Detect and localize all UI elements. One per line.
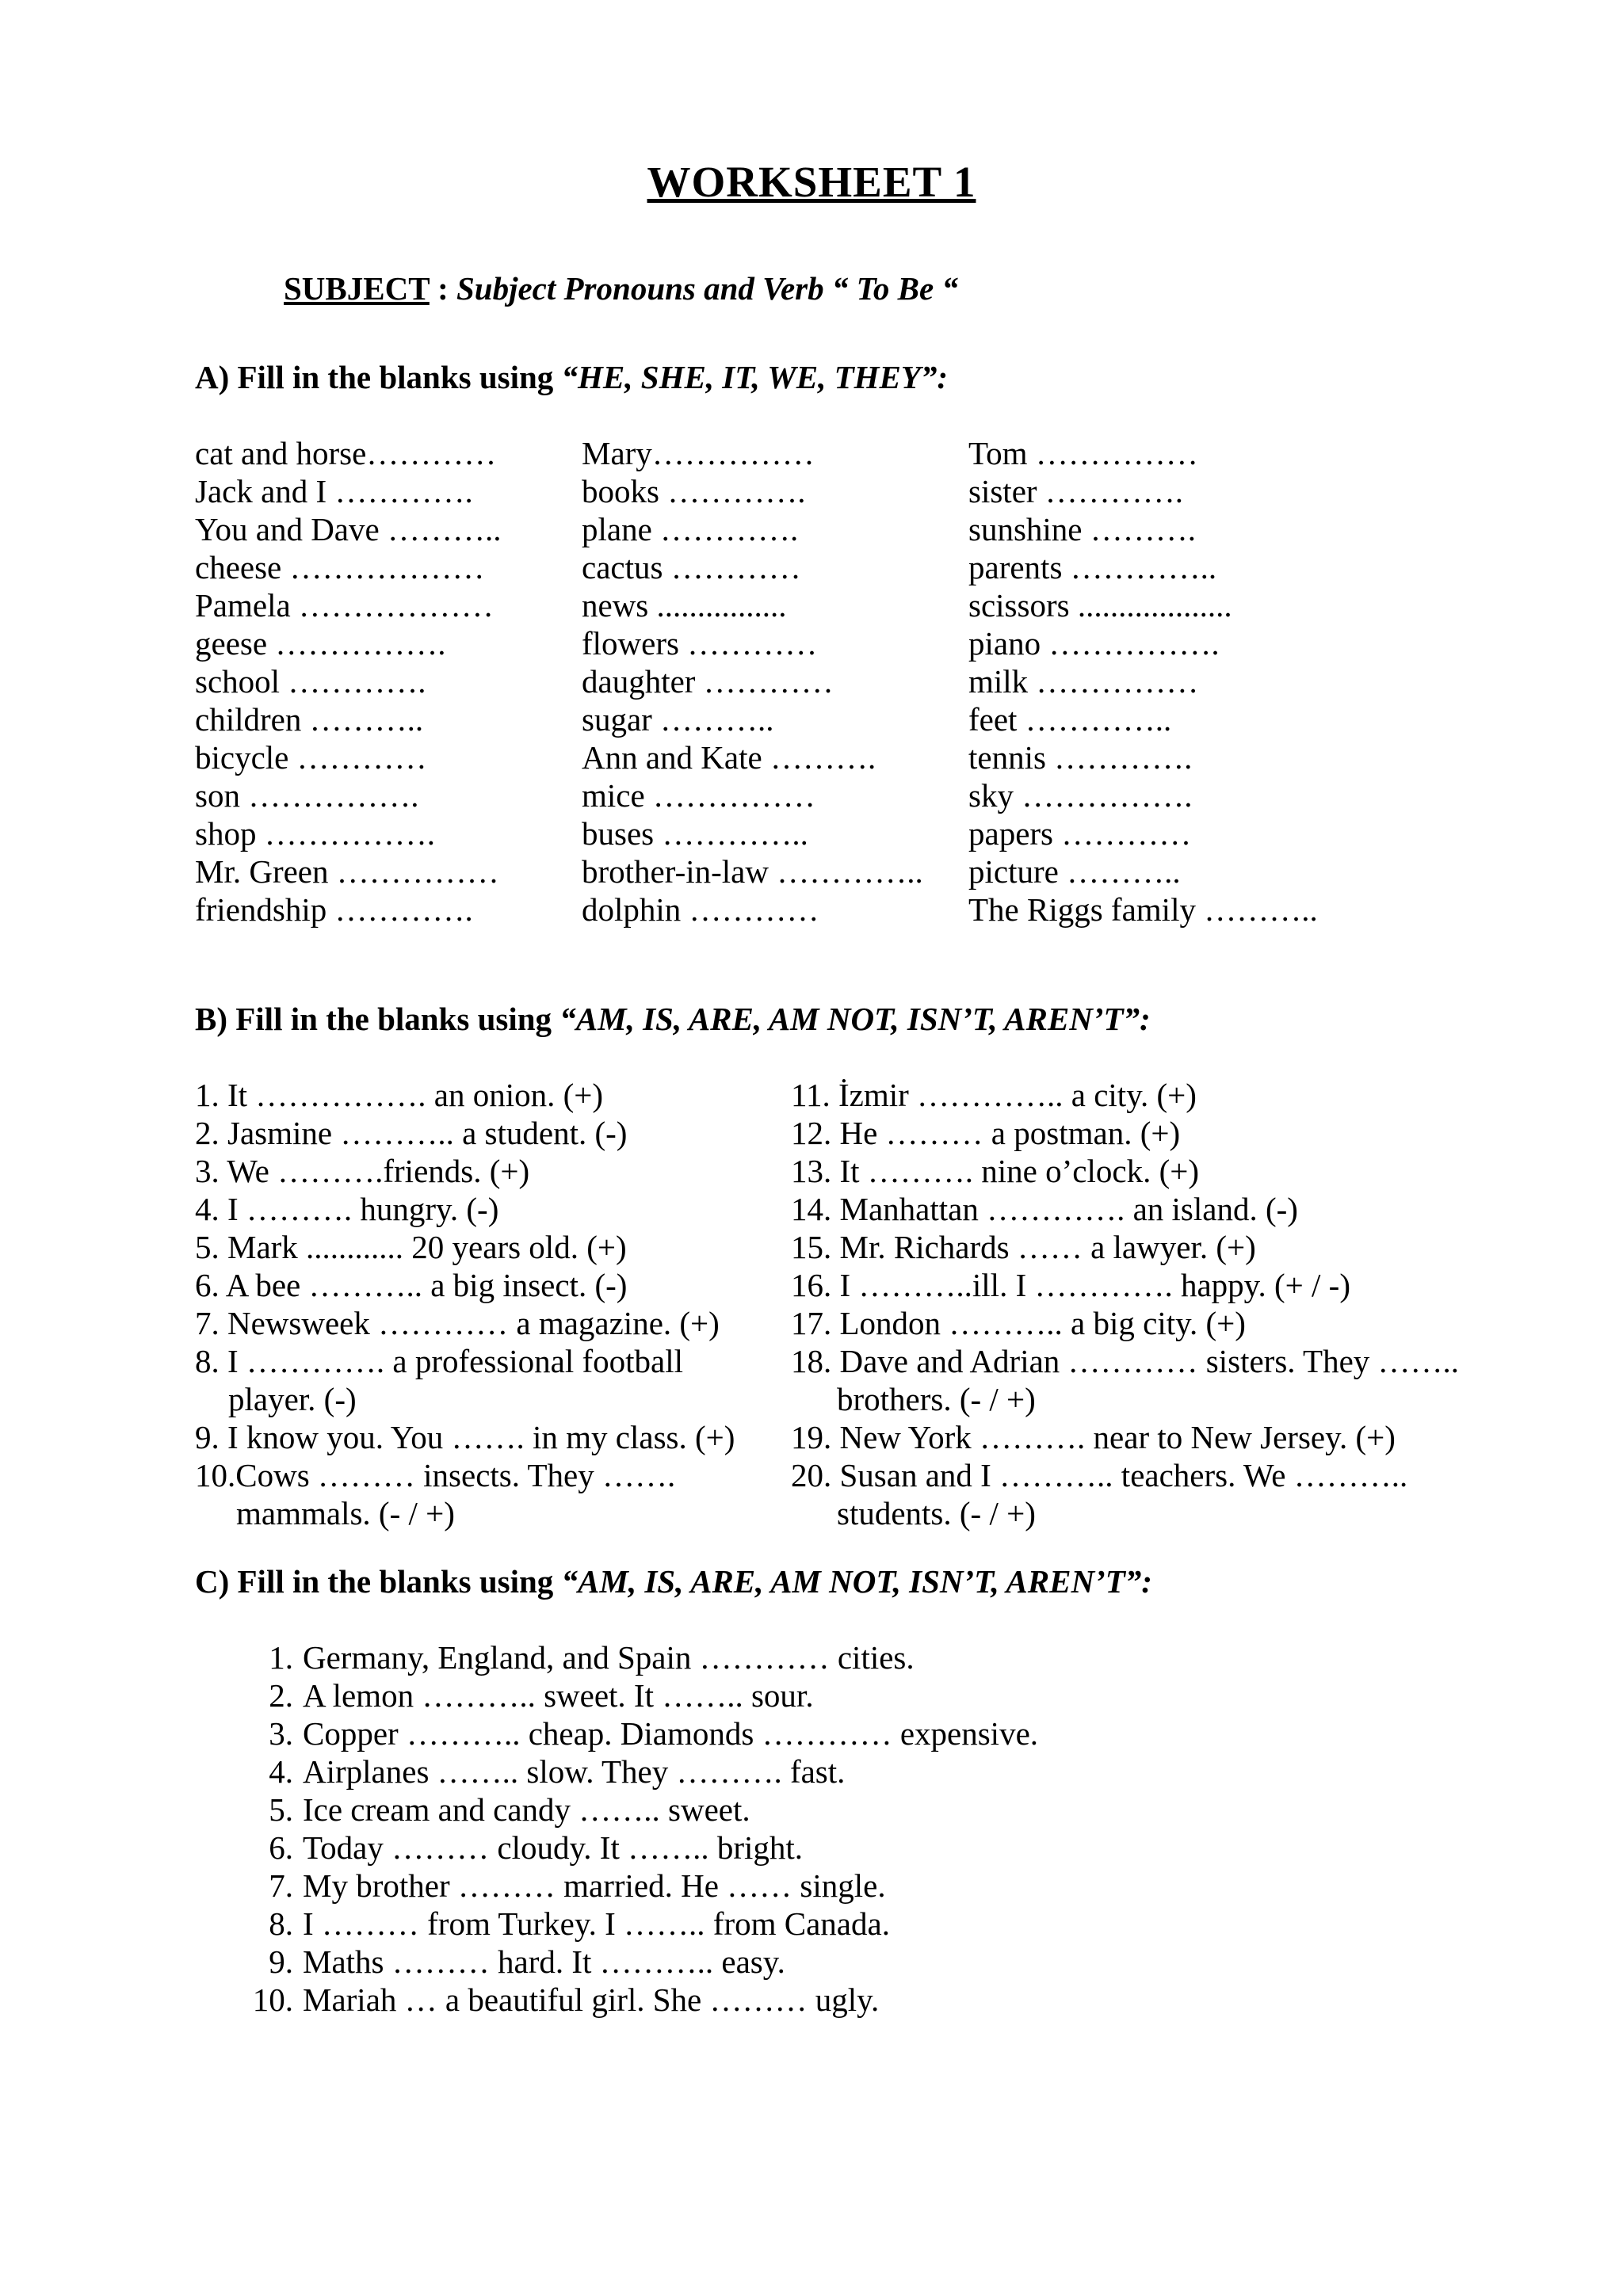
section-a-item: geese ……………. [195,625,446,662]
list-item-text: Copper ……….. cheap. Diamonds ………… expensive. [303,1715,1039,1752]
exercise-line: 9. I know you. You ……. in my class. (+) [195,1419,735,1455]
list-item-text: Today ……… cloudy. It …….. bright. [303,1829,804,1866]
exercise-line: 11. İzmir ………….. a city. (+) [791,1077,1197,1113]
section-a-item: Mr. Green …………… [195,853,499,890]
section-b-left-column [195,1076,735,1532]
list-item-text: Airplanes …….. slow. They ………. fast. [303,1753,846,1790]
exercise-line: 6. A bee ……….. a big insect. (-) [195,1267,628,1303]
section-a-item: friendship …………. [195,891,473,928]
section-a-item: mice …………… [582,777,815,814]
list-item-text: A lemon ……….. sweet. It …….. sour. [303,1677,814,1714]
section-a-item: Tom …………… [968,435,1198,471]
section-a-heading-prefix: A) Fill in the blanks using [195,359,562,395]
exercise-line-continuation: brothers. (- / +) [837,1381,1036,1417]
exercise-line: 17. London ……….. a big city. (+) [791,1305,1246,1341]
exercise-line: 19. New York ………. near to New Jersey. (+) [791,1419,1396,1455]
section-a-item: school …………. [195,663,426,700]
section-a-item: picture ……….. [968,853,1181,890]
section-a-item: Pamela ……………… [195,587,494,624]
list-item-number: 1. [269,1639,293,1676]
list-item-text: Germany, England, and Spain ………… cities. [303,1639,915,1676]
exercise-line: 15. Mr. Richards …… a lawyer. (+) [791,1229,1256,1265]
section-a-item: sunshine ………. [968,511,1196,547]
section-b-heading [195,1000,1151,1038]
exercise-line: 10.Cows ……… insects. They ……. [195,1457,676,1493]
worksheet-title: WORKSHEET 1 [647,158,976,206]
list-item-number: 5. [269,1791,293,1828]
section-a-column-3 [968,434,1318,929]
section-a-column-1 [195,434,501,929]
exercise-line: 4. I ………. hungry. (-) [195,1191,499,1227]
list-item [244,1714,1039,1753]
subject-line [284,269,958,307]
list-item-number: 10. [252,1981,293,2018]
exercise-line: 18. Dave and Adrian ………… sisters. They …….. [791,1343,1460,1379]
section-a-item: bicycle ………… [195,739,427,776]
list-item [244,1676,814,1714]
section-a-item: The Riggs family ……….. [968,891,1318,928]
section-a-column-2 [582,434,923,929]
exercise-line: 13. It ………. nine o’clock. (+) [791,1153,1200,1189]
section-b-heading-prefix: B) Fill in the blanks using [195,1001,560,1037]
section-a-item: dolphin ………… [582,891,819,928]
section-a-item: scissors ................... [968,587,1232,624]
subject-value: Subject Pronouns and Verb “ To Be “ [456,270,958,307]
section-a-heading [195,358,948,396]
section-a-item: parents ………….. [968,549,1217,585]
list-item [244,1638,915,1676]
section-a-heading-quote: “HE, SHE, IT, WE, THEY”: [561,359,949,395]
section-a-item: milk …………… [968,663,1199,700]
list-item-text: Mariah … a beautiful girl. She ……… ugly. [303,1981,880,2018]
section-a-item: feet ………….. [968,701,1172,738]
section-a-item: flowers ………… [582,625,818,662]
exercise-line: 8. I …………. a professional football [195,1343,684,1379]
exercise-line: 20. Susan and I ……….. teachers. We ……….. [791,1457,1408,1493]
list-item [244,1905,890,1943]
section-a-item: tennis …………. [968,739,1193,776]
section-a-item: buses ………….. [582,815,808,852]
section-a-item: books …………. [582,473,806,509]
list-item [244,1867,886,1905]
section-a-item: cheese ……………… [195,549,485,585]
exercise-line-continuation: player. (-) [228,1381,357,1417]
section-a-item: brother-in-law ………….. [582,853,923,890]
section-c-list [244,1638,1039,2019]
exercise-line-continuation: students. (- / +) [837,1495,1036,1531]
section-c-heading-quote: “AM, IS, ARE, AM NOT, ISN’T, AREN’T”: [561,1563,1152,1600]
list-item-text: Ice cream and candy …….. sweet. [303,1791,750,1828]
list-item-number: 4. [269,1753,293,1790]
exercise-line: 16. I ………..ill. I …………. happy. (+ / -) [791,1267,1350,1303]
section-a-item: shop ……………. [195,815,435,852]
exercise-line: 3. We ……….friends. (+) [195,1153,530,1189]
section-c-heading [195,1562,1152,1600]
list-item-number: 7. [269,1867,293,1904]
exercise-line: 2. Jasmine ……….. a student. (-) [195,1115,628,1151]
list-item [244,1981,880,2019]
section-a-item: news ................ [582,587,787,624]
section-a-item: daughter ………… [582,663,834,700]
list-item [244,1753,846,1791]
section-a-item: Ann and Kate ………. [582,739,876,776]
section-a-item: cactus ………… [582,549,801,585]
exercise-line: 14. Manhattan …………. an island. (-) [791,1191,1298,1227]
list-item-number: 9. [269,1943,293,1980]
exercise-line: 1. It ……………. an onion. (+) [195,1077,604,1113]
list-item-number: 2. [269,1677,293,1714]
section-a-item: plane …………. [582,511,799,547]
section-a-item: children ……….. [195,701,424,738]
section-a-item: sugar ……….. [582,701,774,738]
section-a-item: cat and horse………… [195,435,497,471]
exercise-line: 7. Newsweek ………… a magazine. (+) [195,1305,720,1341]
section-a-item: You and Dave ……….. [195,511,502,547]
section-a-item: son ……………. [195,777,419,814]
section-a-item: papers ………… [968,815,1192,852]
section-c-heading-prefix: C) Fill in the blanks using [195,1563,562,1600]
exercise-line: 5. Mark ............ 20 years old. (+) [195,1229,627,1265]
list-item-number: 3. [269,1715,293,1752]
list-item-text: Maths ……… hard. It ……….. easy. [303,1943,785,1980]
exercise-line: 12. He ……… a postman. (+) [791,1115,1181,1151]
exercise-line-continuation: mammals. (- / +) [236,1495,455,1531]
section-b-right-column [791,1076,1459,1532]
section-a-item: sky ……………. [968,777,1193,814]
subject-label: SUBJECT [284,270,430,307]
list-item-text: I ……… from Turkey. I …….. from Canada. [303,1905,890,1942]
section-a-item: sister …………. [968,473,1184,509]
section-a-item: Jack and I …………. [195,473,473,509]
list-item-number: 6. [269,1829,293,1866]
subject-separator: : [429,270,456,307]
list-item [244,1829,804,1867]
list-item [244,1943,785,1981]
list-item-text: My brother ……… married. He …… single. [303,1867,886,1904]
list-item-number: 8. [269,1905,293,1942]
section-b-heading-quote: “AM, IS, ARE, AM NOT, ISN’T, AREN’T”: [559,1001,1151,1037]
section-a-item: Mary…………… [582,435,815,471]
section-a-item: piano ……………. [968,625,1220,662]
list-item [244,1791,750,1829]
